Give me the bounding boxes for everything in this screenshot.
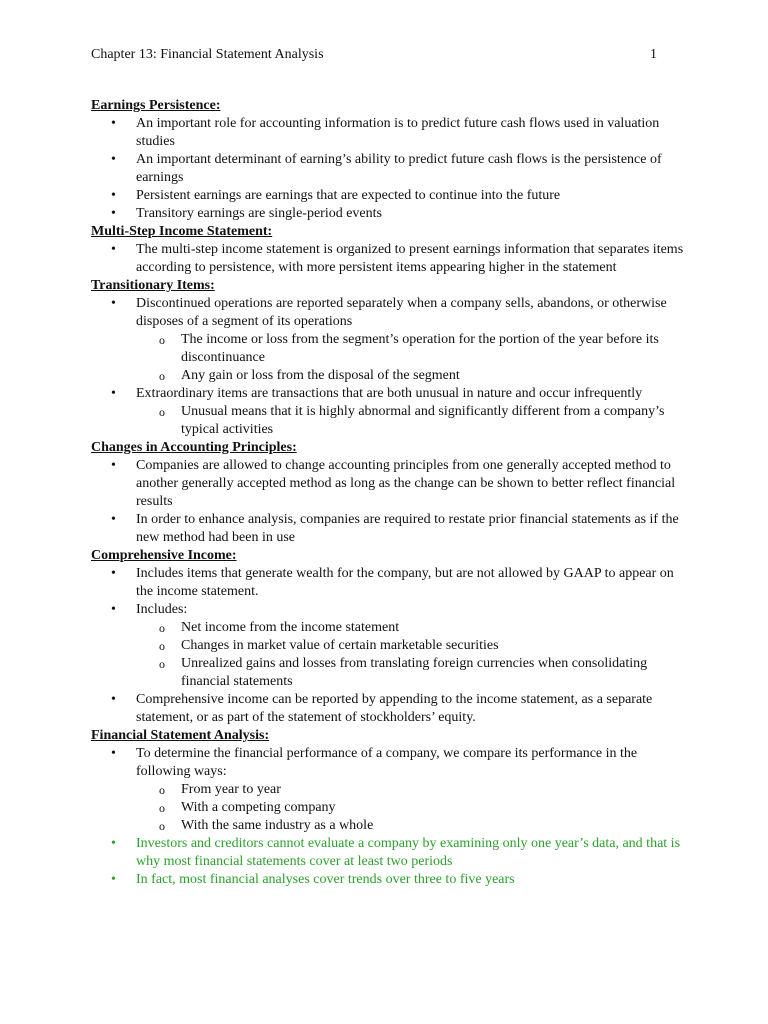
- sub-bullet-list: [136, 403, 691, 439]
- bullet-icon: •: [111, 836, 116, 851]
- list-item: [91, 871, 691, 889]
- bullet-icon: •: [111, 188, 116, 203]
- bullet-list: [91, 745, 691, 889]
- sub-list-item: [136, 817, 691, 835]
- circle-bullet-icon: o: [159, 801, 165, 815]
- sub-list-item-text: Net income from the income statement: [181, 620, 400, 635]
- list-item-text: Investors and creditors cannot evaluate a company by examining only one year’s data, and that is why most financial statements cover at least two periods: [136, 836, 681, 869]
- bullet-icon: •: [111, 512, 116, 527]
- list-item-text: An important role for accounting information is to predict future cash flows used in valuation studies: [136, 116, 660, 149]
- sub-bullet-list: [136, 619, 691, 691]
- section-heading: Financial Statement Analysis:: [91, 728, 270, 743]
- chapter-title: Chapter 13: Financial Statement Analysis: [91, 47, 324, 62]
- list-item: [91, 835, 691, 871]
- bullet-list: [91, 115, 691, 223]
- sub-list-item: [136, 655, 691, 691]
- bullet-icon: •: [111, 458, 116, 473]
- list-item: [91, 457, 691, 511]
- list-item-text: In order to enhance analysis, companies are required to restate prior financial statements as if the new method had been in use: [136, 512, 679, 545]
- bullet-icon: •: [111, 602, 116, 617]
- sub-list-item: [136, 799, 691, 817]
- sub-list-item: [136, 637, 691, 655]
- circle-bullet-icon: o: [159, 783, 165, 797]
- section-heading: Changes in Accounting Principles:: [91, 440, 297, 455]
- bullet-icon: •: [111, 692, 116, 707]
- sub-list-item-text: Any gain or loss from the disposal of the segment: [181, 368, 460, 383]
- sub-bullet-list: [136, 781, 691, 835]
- list-item: [91, 205, 691, 223]
- sub-list-item: [136, 781, 691, 799]
- list-item-text: Persistent earnings are earnings that are expected to continue into the future: [136, 188, 561, 203]
- circle-bullet-icon: o: [159, 333, 165, 347]
- bullet-icon: •: [111, 386, 116, 401]
- list-item: [91, 151, 691, 187]
- list-item: [91, 385, 691, 439]
- bullet-list: [91, 241, 691, 277]
- list-item: [91, 691, 691, 727]
- bullet-icon: •: [111, 116, 116, 131]
- bullet-icon: •: [111, 152, 116, 167]
- sub-list-item-text: With the same industry as a whole: [181, 818, 374, 833]
- document-body: [91, 97, 691, 889]
- list-item-text: Transitory earnings are single-period events: [136, 206, 382, 221]
- bullet-icon: •: [111, 296, 116, 311]
- sub-bullet-list: [136, 331, 691, 385]
- list-item-text: Extraordinary items are transactions that are both unusual in nature and occur infrequently: [136, 386, 643, 401]
- sub-list-item: [136, 619, 691, 637]
- sub-list-item-text: Changes in market value of certain marketable securities: [181, 638, 499, 653]
- bullet-icon: •: [111, 242, 116, 257]
- list-item-text: Includes:: [136, 602, 188, 617]
- list-item-text: Companies are allowed to change accounting principles from one generally accepted method to another generally accepted method as long as the change can be shown to better reflect financial results: [136, 458, 676, 509]
- section-heading: Comprehensive Income:: [91, 548, 237, 563]
- bullet-icon: •: [111, 206, 116, 221]
- section-heading: Earnings Persistence:: [91, 98, 221, 113]
- sub-list-item: [136, 367, 691, 385]
- circle-bullet-icon: o: [159, 621, 165, 635]
- list-item: [91, 295, 691, 385]
- sub-list-item-text: Unrealized gains and losses from translating foreign currencies when consolidating financial statements: [181, 656, 648, 689]
- section-heading: Transitionary Items:: [91, 278, 215, 293]
- list-item-text: An important determinant of earning’s ability to predict future cash flows is the persistence of earnings: [136, 152, 662, 185]
- list-item-text: Comprehensive income can be reported by appending to the income statement, as a separate statement, or as part of the statement of stockholders’ equity.: [136, 692, 653, 725]
- bullet-list: [91, 565, 691, 727]
- list-item: [91, 241, 691, 277]
- circle-bullet-icon: o: [159, 819, 165, 833]
- sub-list-item-text: Unusual means that it is highly abnormal and significantly different from a company’s typical activities: [181, 404, 665, 437]
- list-item-text: The multi-step income statement is organized to present earnings information that separates items according to persistence, with more persistent items appearing higher in the statement: [136, 242, 684, 275]
- bullet-list: [91, 295, 691, 439]
- list-item: [91, 115, 691, 151]
- list-item: [91, 565, 691, 601]
- list-item: [91, 745, 691, 835]
- sub-list-item-text: With a competing company: [181, 800, 336, 815]
- bullet-list: [91, 457, 691, 547]
- list-item: [91, 511, 691, 547]
- bullet-icon: •: [111, 872, 116, 887]
- page-header: [91, 45, 657, 65]
- section-heading: Multi-Step Income Statement:: [91, 224, 273, 239]
- list-item-text: In fact, most financial analyses cover trends over three to five years: [136, 872, 515, 887]
- sub-list-item: [136, 403, 691, 439]
- list-item-text: To determine the financial performance of a company, we compare its performance in the following ways:: [136, 746, 638, 779]
- bullet-icon: •: [111, 746, 116, 761]
- list-item: [91, 601, 691, 691]
- page-number: 1: [650, 47, 657, 62]
- bullet-icon: •: [111, 566, 116, 581]
- circle-bullet-icon: o: [159, 405, 165, 419]
- circle-bullet-icon: o: [159, 639, 165, 653]
- sub-list-item-text: The income or loss from the segment’s operation for the portion of the year before its discontinuance: [181, 332, 659, 365]
- sub-list-item-text: From year to year: [181, 782, 281, 797]
- list-item-text: Includes items that generate wealth for the company, but are not allowed by GAAP to appear on the income statement.: [136, 566, 674, 599]
- list-item: [91, 187, 691, 205]
- sub-list-item: [136, 331, 691, 367]
- circle-bullet-icon: o: [159, 369, 165, 383]
- circle-bullet-icon: o: [159, 657, 165, 671]
- list-item-text: Discontinued operations are reported separately when a company sells, abandons, or otherwise disposes of a segment of its operations: [136, 296, 667, 329]
